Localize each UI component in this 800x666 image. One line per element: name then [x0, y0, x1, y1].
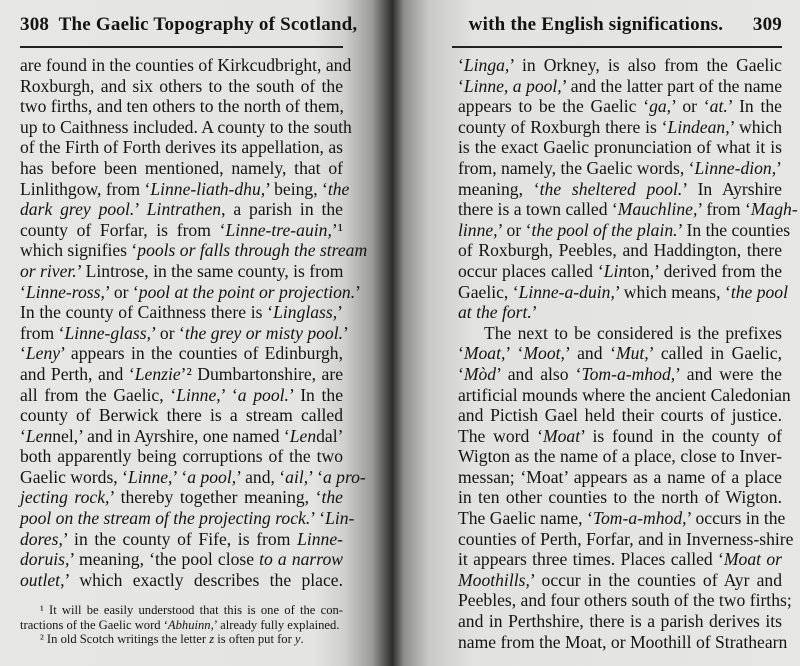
- italic-text: Tom-a-mhod,: [581, 363, 676, 384]
- text-line: [20, 96, 343, 117]
- text: ’ being, ‘: [265, 178, 328, 199]
- italic-text: Linne,: [176, 384, 221, 405]
- text-line: [458, 631, 788, 653]
- text: ’ or ‘: [150, 322, 185, 343]
- text-line: [458, 590, 792, 611]
- text: from ‘: [20, 322, 65, 343]
- italic-text: dores,: [20, 528, 63, 549]
- italic-text: Abhuinn,: [167, 617, 214, 632]
- text-line: [458, 158, 782, 179]
- text: ‘: [458, 75, 464, 96]
- text: .: [300, 632, 304, 647]
- text: occur places called ‘: [458, 260, 604, 281]
- italic-text: pool at the point or projection.: [138, 281, 356, 302]
- text: ’ and, ‘: [236, 466, 286, 487]
- text-line: [458, 467, 782, 488]
- text: ’: [531, 302, 538, 323]
- text: ’ or ‘: [104, 281, 139, 302]
- text-line: [20, 549, 343, 570]
- running-title: The Gaelic Topography of Scotland,: [58, 14, 358, 35]
- text: The word ‘: [458, 425, 543, 446]
- text-line: [20, 261, 343, 282]
- text: The Gaelic name, ‘: [458, 508, 593, 529]
- text: county of Roxburgh there is ‘: [458, 116, 668, 137]
- text-line: [458, 528, 794, 550]
- italic-text: Linne-: [297, 528, 343, 549]
- text: ‘: [20, 425, 26, 446]
- text: is the exact Gaelic pronunciation of what it is: [458, 137, 782, 158]
- text: ton,’ derived from the: [627, 260, 782, 281]
- text: ’ which exactly describes the place.: [64, 569, 343, 590]
- text: ’ and were the: [675, 363, 782, 384]
- text-line: [458, 76, 782, 97]
- text: two firths, and ten others to the north of them,: [20, 96, 344, 117]
- text-line: [20, 199, 343, 220]
- italic-text: Linne-glass,: [64, 322, 151, 343]
- text: ’ in Orkney, is also from the Gaelic: [509, 55, 782, 75]
- italic-text: pools or falls through the stream: [137, 240, 368, 261]
- italic-text: the sheltered pool.: [539, 178, 683, 199]
- italic-text: Tom-a-mhod,: [592, 508, 687, 529]
- page-number: 308: [20, 14, 50, 35]
- italic-text: Lenzie: [134, 363, 181, 384]
- text-line: [20, 364, 343, 385]
- text: ‘: [458, 343, 464, 364]
- text: ’ ‘: [172, 466, 188, 487]
- text-line: [20, 240, 368, 261]
- text-line: [458, 364, 782, 385]
- header-rule: [452, 46, 782, 48]
- text: ’ In the: [727, 96, 782, 117]
- text: ’: [134, 199, 147, 220]
- italic-text: or river.: [20, 260, 77, 281]
- text: it appears three times. Places called ‘: [458, 549, 724, 570]
- text: Gaelic words, ‘: [20, 466, 128, 487]
- italic-text: a pro-: [322, 466, 366, 487]
- left-page: [0, 0, 392, 666]
- italic-text: Lindean,: [667, 116, 730, 137]
- text: both apparently being corruptions of the two: [20, 446, 343, 467]
- italic-text: Linne, a pool,: [463, 75, 562, 96]
- italic-text: Moat or: [723, 549, 782, 570]
- text: of Roxburgh, Peebles, and Haddington, there: [458, 240, 782, 261]
- text: messan; ‘Moat’ appears as a name of a place: [458, 466, 782, 487]
- italic-text: z: [209, 632, 215, 647]
- text: ’ In the: [288, 384, 344, 405]
- text-line: [458, 446, 782, 467]
- italic-text: Lin: [603, 260, 628, 281]
- text-line: [458, 302, 782, 323]
- text-line: [20, 385, 343, 406]
- italic-text: Lin-: [325, 508, 355, 529]
- text-line: [458, 96, 782, 117]
- text-line: [458, 117, 782, 138]
- italic-text: the grey or misty pool.: [184, 322, 344, 343]
- text: ’ ‘: [220, 384, 238, 405]
- text: ’ ‘: [310, 508, 326, 529]
- text: ’ and also ‘: [496, 363, 582, 384]
- text: Roxburgh, and six others to the south of the: [20, 75, 343, 96]
- text-line: [458, 426, 782, 447]
- text: up to Caithness included. A county to the south: [20, 116, 352, 137]
- text: ’ is found in the county of: [580, 425, 782, 446]
- header-rule: [20, 46, 343, 48]
- italic-text: a pool.: [237, 384, 289, 405]
- text-line: [20, 405, 343, 426]
- text: ’: [337, 302, 343, 323]
- text-line: [458, 570, 782, 591]
- text: ’¹: [331, 219, 343, 240]
- italic-text: Linne-ross,: [25, 281, 105, 302]
- italic-text: Linne-liath-dhu,: [150, 178, 266, 199]
- text-line: [20, 529, 343, 550]
- italic-text: the: [327, 178, 350, 199]
- text: county of Berwick there is a stream called: [20, 405, 343, 426]
- text: has before been mentioned, namely, that of: [20, 157, 343, 178]
- italic-text: Linne,: [127, 466, 173, 487]
- text: ’ occurs in the: [686, 508, 786, 529]
- italic-text: dark grey pool.: [20, 199, 135, 220]
- italic-text: the pool: [730, 281, 788, 302]
- text-line: [458, 281, 788, 303]
- text-line: [20, 178, 350, 200]
- text: Wigton as the name of a place, close to Inver-: [458, 446, 782, 467]
- text: which signifies ‘: [20, 240, 138, 261]
- text-line: [20, 158, 343, 179]
- italic-text: ail,: [285, 466, 309, 487]
- text: ’ in the county of Fife, is from: [62, 528, 298, 549]
- italic-text: ga,: [649, 96, 672, 117]
- text: meaning, ‘: [458, 178, 540, 199]
- text-line: [20, 508, 355, 529]
- left-page-header: [20, 14, 357, 36]
- text-line: [20, 426, 343, 447]
- italic-text: pool on the stream of the projecting rock.: [20, 508, 311, 529]
- text: ’ appears in the counties of Edinburgh,: [60, 343, 343, 364]
- italic-text: at the fort.: [458, 302, 532, 323]
- text: tractions of the Gaelic word ‘: [20, 617, 168, 632]
- text: ’² Dumbartonshire, are: [180, 363, 344, 384]
- footnote-line: [20, 603, 343, 618]
- text: ‘: [458, 55, 464, 75]
- footnotes: [20, 603, 343, 647]
- text: ’ In Ayrshire: [682, 178, 782, 199]
- italic-text: at.: [709, 96, 728, 117]
- text: from, namely, the Gaelic words, ‘: [458, 157, 695, 178]
- text: Peebles, and four others south of the two firths;: [458, 590, 792, 611]
- text: there is a town called ‘: [458, 199, 618, 220]
- text-line: [458, 323, 782, 344]
- text: ’: [776, 157, 782, 178]
- text-line: [20, 116, 352, 138]
- italic-text: jecting rock,: [20, 487, 110, 508]
- text: are found in the counties of Kirkcudbright, and: [20, 55, 352, 75]
- left-page-body: [20, 55, 368, 590]
- text: is often put for: [214, 632, 295, 647]
- italic-text: Mut,: [615, 343, 649, 364]
- text: county of Forfar, is from ‘: [20, 219, 226, 240]
- italic-text: outlet,: [20, 569, 65, 590]
- right-page: [392, 0, 800, 666]
- italic-text: Magh-: [750, 199, 798, 220]
- text-line: [20, 466, 366, 488]
- italic-text: Leny: [25, 343, 61, 364]
- text: Gaelic, ‘: [458, 281, 519, 302]
- text-line: [20, 137, 343, 158]
- text: ’ ‘: [308, 466, 323, 487]
- text-line: [458, 343, 782, 364]
- text-line: [20, 570, 343, 591]
- text-line: [458, 405, 782, 426]
- text-line: [458, 611, 782, 632]
- italic-text: Len: [25, 425, 53, 446]
- text: ’ In the counties: [677, 219, 791, 240]
- text: ’ or ‘: [671, 96, 710, 117]
- italic-text: Linne-a-duin,: [518, 281, 615, 302]
- italic-text: to a narrow: [259, 549, 343, 570]
- text: ‘: [20, 281, 26, 302]
- running-title: with the English significations.: [468, 14, 724, 35]
- italic-text: Linne-tre-auin,: [225, 219, 332, 240]
- italic-text: Moat,: [463, 343, 506, 364]
- italic-text: Linglass,: [273, 302, 338, 323]
- text-line: [20, 220, 343, 241]
- italic-text: Len: [289, 425, 317, 446]
- text-line: [458, 179, 782, 200]
- text: The next to be considered is the prefixes: [484, 322, 782, 343]
- text: Linlithgow, from ‘: [20, 178, 151, 199]
- text: ’ Lintrose, in the same county, is from: [76, 260, 344, 281]
- text: ’ from ‘: [697, 199, 751, 220]
- text: ’ occur in the counties of Ayr and: [529, 569, 782, 590]
- italic-text: Moat: [542, 425, 581, 446]
- text: ’: [355, 281, 361, 302]
- text-line: [20, 487, 343, 508]
- text: of the Firth of Forth derives its appellation, as: [20, 137, 343, 158]
- text: and Perth, and ‘: [20, 363, 135, 384]
- footnote-line: [20, 618, 343, 633]
- text: and in Perthshire, there is a parish derives its: [458, 611, 782, 632]
- text-line: [20, 343, 343, 364]
- italic-text: the: [321, 487, 343, 508]
- text: all from the Gaelic, ‘: [20, 384, 177, 405]
- text-line: [458, 137, 782, 158]
- text: ‘: [20, 343, 26, 364]
- text: ’ already fully explained.: [213, 617, 340, 632]
- text: and Pictish Gael held their courts of justice.: [458, 405, 782, 426]
- italic-text: Lintrathen: [146, 199, 222, 220]
- text-line: [458, 487, 782, 508]
- text: ² In old Scotch writings the letter: [40, 632, 210, 647]
- right-page-body: [458, 55, 798, 652]
- text-line: [458, 508, 786, 529]
- italic-text: Mauchline,: [617, 199, 698, 220]
- text-line: [458, 261, 782, 282]
- text: dal’: [316, 425, 344, 446]
- text: ’ and ‘: [564, 343, 616, 364]
- right-page-header: [469, 14, 782, 36]
- text: ’ ‘: [505, 343, 524, 364]
- text: ’ and the latter part of the name: [561, 75, 783, 96]
- text: artificial mounds where the ancient Caledonian: [458, 384, 791, 405]
- text: ’ thereby together meaning, ‘: [109, 487, 322, 508]
- italic-text: linne,: [458, 219, 498, 240]
- text-line: [458, 549, 782, 570]
- italic-text: doruis,: [20, 549, 70, 570]
- text-line: [20, 281, 361, 303]
- italic-text: a pool,: [187, 466, 237, 487]
- text-line: [20, 76, 343, 97]
- text: ’ which means, ‘: [614, 281, 731, 302]
- text: ‘: [458, 363, 464, 384]
- text: ’ which: [729, 116, 782, 137]
- text: name from the Moat, or Moothill of Strathearn: [458, 631, 788, 652]
- text: , a parish in the: [221, 199, 343, 220]
- italic-text: Linne-dion,: [694, 157, 777, 178]
- page-number: 309: [752, 14, 782, 35]
- text-line: [20, 302, 343, 323]
- text: ¹ It will be easily understood that this is one of the con-: [40, 603, 343, 617]
- italic-text: Moothills,: [458, 569, 530, 590]
- text-line: [458, 240, 782, 261]
- text-line: [20, 322, 349, 344]
- text-line: [20, 55, 352, 76]
- text-line: [458, 219, 791, 241]
- text: ’ meaning, ‘the pool close: [69, 549, 260, 570]
- italic-text: Linga,: [463, 55, 510, 75]
- text: ’ called in Gaelic,: [648, 343, 782, 364]
- text: nel,’ and in Ayrshire, one named ‘: [52, 425, 290, 446]
- text: In the county of Caithness there is ‘: [20, 302, 274, 323]
- italic-text: Mòd: [463, 363, 497, 384]
- text-line: [20, 446, 343, 467]
- italic-text: the pool of the plain.: [531, 219, 678, 240]
- text: ’: [343, 322, 349, 343]
- italic-text: y: [294, 632, 301, 647]
- text: appears to be the Gaelic ‘: [458, 96, 650, 117]
- text-line: [458, 55, 782, 76]
- footnote-line: [20, 632, 343, 647]
- text: in ten other counties to the north of Wigton.: [458, 487, 782, 508]
- text: counties of Perth, Forfar, and in Inverness-shire: [458, 528, 794, 549]
- text-line: [458, 384, 791, 406]
- italic-text: Moot,: [523, 343, 565, 364]
- text: ’ or ‘: [497, 219, 532, 240]
- text-line: [458, 199, 798, 220]
